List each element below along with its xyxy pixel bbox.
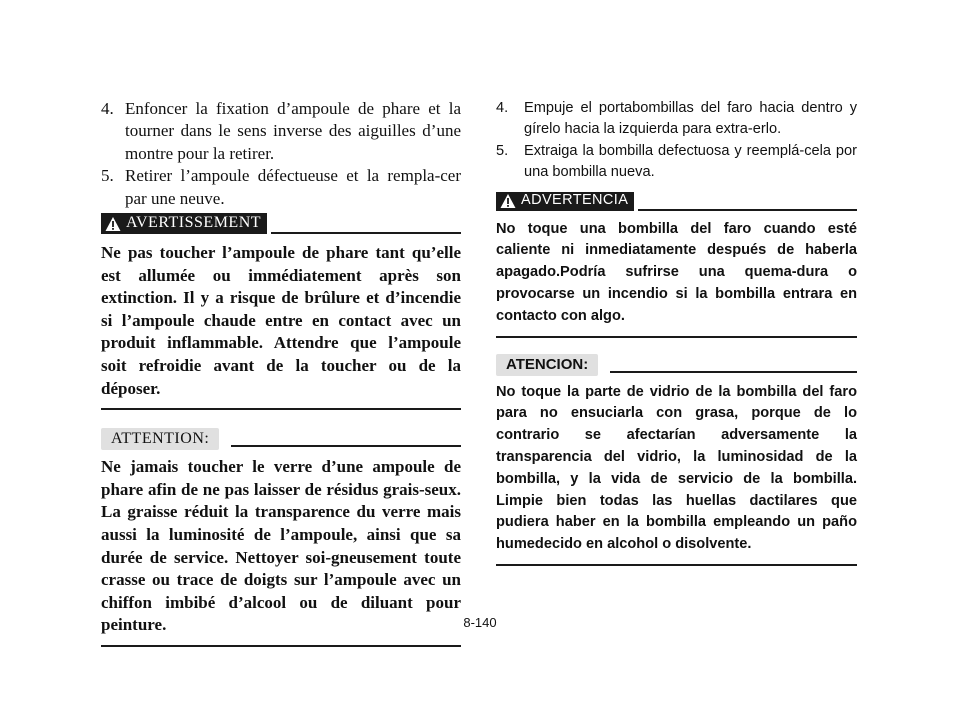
step-number: 4. [101, 99, 114, 118]
french-column [101, 98, 461, 647]
caution-end-rule [496, 564, 857, 566]
warning-badge [101, 213, 267, 234]
page-number: 8-140 [463, 615, 497, 630]
warning-label: ADVERTENCIA [521, 192, 629, 209]
warning-header [101, 213, 461, 234]
warning-text: Ne pas toucher l’ampoule de phare tant qu’elle est allumée ou immédiatement après son extinction. Il y a risque de brûlure et d’incendie si l’ampoule chaude entre en contact avec un produit inflammable. Attendre que l’ampoule soit refroidie avant de la toucher ou de la déposer. [101, 243, 461, 398]
step-4-es [496, 98, 857, 141]
step-5-es [496, 141, 857, 184]
warning-triangle-icon [105, 216, 121, 232]
step-number: 5. [496, 142, 509, 159]
spanish-column [496, 98, 857, 566]
caution-end-rule [101, 645, 461, 647]
step-4-fr [101, 98, 461, 165]
step-text: Retirer l’ampoule défectueuse et la rempla-cer par une neuve. [125, 166, 461, 208]
caution-badge: ATTENTION: [101, 428, 219, 450]
warning-rule [638, 209, 857, 211]
warning-rule [271, 232, 461, 234]
caution-text: Ne jamais toucher le verre d’une ampoule de phare afin de ne pas laisser de résidus grais-seux. La graisse réduit la transparence du verre mais aussi la luminosité de l’ampoule, ainsi que sa durée de service. Nettoyer soi-gneusement toute crasse ou trace de doigts sur l’ampoule avec un chiffon imbibé d’alcool ou de diluant pour peinture. [101, 457, 461, 635]
caution-header [101, 428, 461, 450]
caution-header [496, 354, 857, 376]
warning-triangle-icon [500, 193, 516, 209]
step-5-fr [101, 165, 461, 210]
step-text: Enfoncer la fixation d’ampoule de phare et la tourner dans le sens inverse des aiguilles d’une montre pour la retirer. [125, 99, 461, 163]
warning-label: AVERTISSEMENT [126, 214, 262, 232]
warning-header [496, 192, 857, 211]
step-number: 5. [101, 166, 114, 186]
step-text: Extraiga la bombilla defectuosa y reemplá-cela por una bombilla nueva. [524, 142, 857, 181]
caution-text: No toque la parte de vidrio de la bombilla del faro para no ensuciarla con grasa, porque de lo contrario se afectarían adversamente la transparencia del vidrio, la luminosidad de la bombilla, y la vida de servicio de la bombilla. Limpie bien todas las huellas dactilares que pudiera haber en la bombilla empleando un paño humedecido en alcohol o disolvente. [496, 383, 857, 553]
caution-badge: ATENCION: [496, 354, 598, 376]
caution-rule [231, 445, 461, 447]
warning-badge [496, 192, 634, 211]
caution-rule [610, 371, 857, 373]
warning-text: No toque una bombilla del faro cuando esté caliente ni inmediatamente después de haberla apagado.Podría sufrirse una quema-dura o provocarse un incendio si la bombilla entrara en contacto con algo. [496, 220, 857, 324]
step-text: Empuje el portabombillas del faro hacia dentro y gírelo hacia la izquierda para extra-erlo. [524, 100, 857, 138]
step-number: 4. [496, 100, 509, 116]
warning-end-rule [101, 408, 461, 410]
warning-end-rule [496, 336, 857, 338]
